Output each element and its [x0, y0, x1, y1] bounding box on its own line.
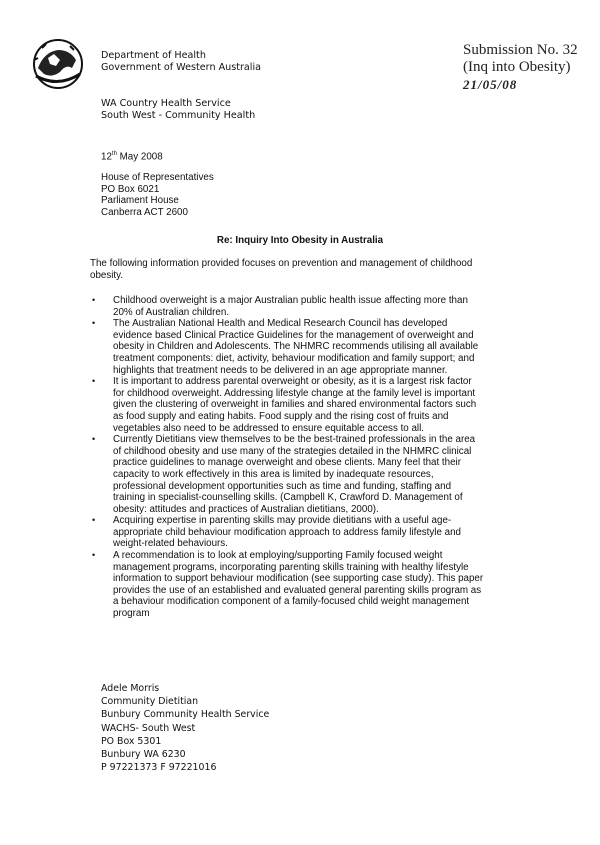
- bullet-line: as food supply and eating habits. Food supply and the rising cost of fruits and: [113, 410, 449, 422]
- bullet-line: The Australian National Health and Medical Research Council has developed: [113, 318, 448, 330]
- intro-line: The following information provided focuses on prevention and management of childhood: [90, 258, 473, 269]
- bullet-line: obesity: attitudes and practices of Australian dietitians, 2000).: [113, 503, 379, 515]
- recipient-line: Parliament House: [101, 195, 179, 207]
- recipient-line: Canberra ACT 2600: [101, 206, 188, 218]
- signatory-phone-fax: P 97221373 F 97221016: [101, 762, 217, 774]
- bullet-line: A recommendation is to look at employing/supporting Family focused weight: [113, 550, 443, 562]
- bullet-line: information to support behaviour modification (see supporting case study). This paper: [113, 573, 484, 585]
- bullet-line: program: [113, 608, 150, 620]
- letterhead-organization: [101, 50, 261, 74]
- bullet-icon: •: [92, 318, 96, 329]
- signatory-title: Community Dietitian: [101, 696, 199, 708]
- bullet-line: obesity in Children and Adolescents. The NHMRC recommends utilising all available: [113, 341, 479, 353]
- letter-date: [101, 149, 163, 163]
- bullet-icon: •: [92, 434, 96, 445]
- recipient-line: PO Box 6021: [101, 183, 160, 195]
- bullet-list: [92, 295, 483, 620]
- bullet-line: professional development opportunities such as time and funding, staffing and: [113, 480, 452, 492]
- bullet-icon: •: [92, 376, 96, 387]
- bullet-line: Currently Dietitians view themselves to be the best-trained professionals in the area: [113, 434, 476, 446]
- bullet-item: [92, 515, 483, 550]
- recipient-line: House of Representatives: [101, 172, 214, 183]
- signatory-organization: Bunbury Community Health Service: [101, 709, 270, 721]
- bullet-line: training in specialist-counselling skills. (Campbell K, Crawford D. Management of: [113, 492, 463, 504]
- bullet-line: weight-related behaviours.: [113, 538, 228, 550]
- letterhead-service: [101, 98, 255, 122]
- bullet-line: 20% of Australian children.: [113, 306, 229, 318]
- subject-line: Re: Inquiry Into Obesity in Australia: [216, 235, 384, 246]
- date-suffix: th: [111, 151, 117, 157]
- bullet-line: provides the use of an established and evaluated general parenting skills program as: [113, 584, 482, 596]
- bullet-line: evidence based Clinical Practice Guidelines for the management of overweight and: [113, 329, 474, 341]
- bullet-item: [92, 318, 483, 376]
- bullet-line: treatment components: diet, activity, behaviour modification and family support; and: [113, 352, 475, 364]
- date-day: 12: [101, 151, 112, 163]
- submission-stamp: [463, 42, 578, 93]
- signatory-city: Bunbury WA 6230: [101, 749, 186, 761]
- service-line-2: South West - Community Health: [101, 110, 256, 121]
- signatory-region: WACHS- South West: [101, 722, 196, 734]
- submission-number: Submission No. 32: [463, 42, 578, 58]
- recipient-address: [101, 172, 214, 218]
- wa-government-crest-logo: [30, 38, 86, 90]
- bullet-icon: •: [92, 295, 96, 305]
- bullet-item: [92, 295, 483, 318]
- bullet-line: Childhood overweight is a major Australian public health issue affecting more than: [113, 295, 468, 306]
- bullet-line: practice guidelines to manage overweight and obese clients. Many feel that their: [113, 457, 461, 469]
- bullet-line: highlights that treatment needs to be delivered in an age appropriate manner.: [113, 364, 448, 376]
- date-month-year: May 2008: [116, 151, 163, 163]
- service-line-1: WA Country Health Service: [101, 98, 231, 109]
- intro-paragraph: [90, 258, 472, 281]
- bullet-icon: •: [92, 515, 96, 526]
- bullet-line: capacity to work effectively in this area is limited by inadequate resources,: [113, 468, 434, 480]
- bullet-line: management programs, incorporating parenting skills training with healthy lifestyle: [113, 561, 469, 573]
- bullet-line: vegetables also need to be addressed to ensure equitable access to all.: [113, 422, 424, 434]
- intro-line: obesity.: [90, 269, 124, 281]
- org-line-2: Government of Western Australia: [101, 62, 262, 73]
- handwritten-date: 21/05/08: [463, 77, 518, 92]
- signatory-po-box: PO Box 5301: [101, 735, 162, 747]
- bullet-line: It is important to address parental overweight or obesity, as it is a largest risk factor: [113, 376, 472, 388]
- bullet-item: [92, 550, 483, 620]
- signatory-name: Adele Morris: [101, 683, 160, 694]
- bullet-line: a behaviour modification component of a family-focused child weight management: [113, 596, 470, 608]
- signature-block: [101, 682, 269, 774]
- bullet-line: of childhood obesity and use many of the strategies detailed in the NHMRC clinical: [113, 445, 472, 457]
- bullet-item: [92, 434, 483, 515]
- org-line-1: Department of Health: [101, 50, 206, 61]
- bullet-line: given the clustering of overweight in families and shared environmental factors such: [113, 399, 477, 411]
- bullet-line: appropriate child behaviour modification approach to address family lifestyle and: [113, 526, 461, 538]
- bullet-icon: •: [92, 550, 96, 561]
- bullet-item: [92, 376, 483, 434]
- submission-inquiry: (Inq into Obesity): [463, 59, 571, 75]
- bullet-line: for childhood overweight. Addressing lifestyle change at the family level is important: [113, 387, 476, 399]
- bullet-line: Acquiring expertise in parenting skills may provide dietitians with a useful age-: [113, 515, 452, 527]
